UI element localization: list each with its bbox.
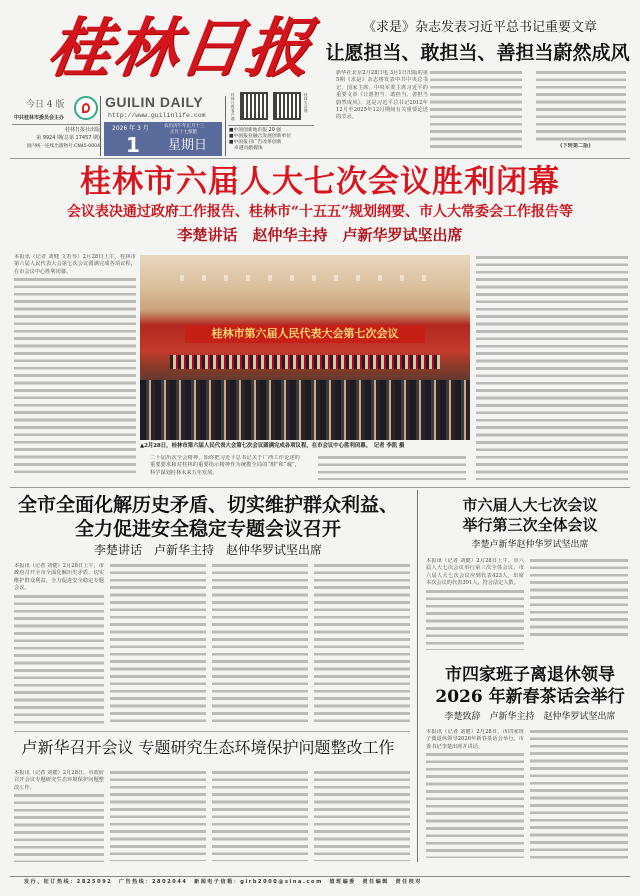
- lunar-date: 农历丙午年正月十三: [164, 124, 205, 129]
- story2-headline-line1[interactable]: 全市全面化解历史矛盾、切实维护群众利益、: [17, 494, 398, 516]
- story3-headline-line1[interactable]: 市六届人大七次会议: [462, 496, 598, 514]
- text-column: [476, 256, 628, 480]
- text-column: [212, 771, 308, 861]
- honor-item: ■中国报刊广告改革创新: [229, 140, 282, 145]
- story4-headline-line1[interactable]: 市四家班子离退休领导: [445, 665, 615, 685]
- jump-line: (下转第二版): [560, 143, 591, 149]
- top-story-headline[interactable]: 让愿担当、敢担当、善担当蔚然成风: [325, 42, 630, 64]
- honors-list: [229, 128, 291, 152]
- cn-number: 国内统一连续出版物号:CN45-0004: [26, 144, 100, 149]
- publisher: 桂林日报社出版: [64, 127, 100, 133]
- solar-term: 正月十七惊蛰: [170, 130, 197, 135]
- qr-label: 桂林日报客户端: [231, 93, 235, 121]
- text-column: [314, 564, 410, 724]
- qr-label: 桂林生活网: [304, 93, 308, 113]
- stage-banner: 桂林市第六届人民代表大会第七次会议: [185, 325, 425, 343]
- qr-code-icon[interactable]: [240, 92, 268, 120]
- story2-headline-line2[interactable]: 全力促进安全稳定专题会议召开: [74, 518, 341, 540]
- date-box: [104, 122, 222, 156]
- honor-item: ■中国创新地市报 20 强: [229, 128, 282, 133]
- text-column: [110, 771, 206, 861]
- main-byline: 李楚讲话 赵仲华主持 卢新华罗试坚出席: [177, 226, 463, 244]
- top-story-body: 新华社北京2月28日电 3月1日出版的第5期《求是》杂志将发表中共中央总书记、国家主席、中央军委主席习近平的重要文章《让愿担当、敢担当、善担当蔚然成风》。这是习近平总书记2012年12月至2025年12月期间有关重要论述的节录。: [336, 70, 428, 121]
- text-column: [314, 771, 410, 861]
- story4-headline-line2[interactable]: 2026 年新春茶话会举行: [435, 687, 625, 707]
- story2-byline: 李楚讲话 卢新华主持 赵仲华罗试坚出席: [93, 543, 322, 557]
- story4-body: 本报讯（记者 刘健）2月28日，市四家班子离退休领导2026年新春茶话会举行。市委书记李楚出席并讲话。: [426, 729, 524, 861]
- photo-caption: ▲2月28日，桂林市第六届人民代表大会第七次会议圆满完成各项议程，在市会议中心胜利闭幕。 记者 李凯 摄: [140, 443, 405, 449]
- under-photo-text: 二十届历次全会精神，始终把习近平总书记关于广西工作论述的重要要求和对桂林的重要指示精神作为统揽全局的“纲”和“魂”，科学谋划桂林未来五年发展。: [150, 455, 300, 476]
- text-column: [530, 730, 628, 860]
- edition-count: 今日 4 版: [26, 100, 65, 110]
- story5-body: 本报讯（记者 刘健）2月28日，市政府召开会议专题研究生态环境保护问题整改工作。: [14, 770, 104, 862]
- year-month: 2026 年 3 月: [112, 125, 149, 132]
- text-column: [318, 456, 466, 480]
- main-story-body: 本报讯（记者 刘健 文若琴）2月28日上午，桂林市第六届人民代表大会第七次会议圆满完成各项议程，在市会议中心胜利闭幕。: [14, 254, 136, 480]
- text-column: [530, 559, 628, 637]
- website-link[interactable]: http://www.guilinlife.com: [108, 112, 206, 119]
- main-subhead: 会议表决通过政府工作报告、桂林市“十五五”规划纲要、市人大常委会工作报告等: [66, 204, 574, 220]
- weekday: 星期日: [168, 138, 208, 153]
- text-column: [110, 564, 206, 724]
- issue-number: 第 9924 期(总第 17457 期): [36, 135, 100, 141]
- story3-body: 本报讯（记者 刘健）2月28日上午，市六届人大七次会议举行第三次全体会议。市六届人大七次会议应到代表423人，出席本次会议的代表391人，符合法定人数。: [426, 558, 524, 660]
- text-column: [430, 71, 522, 150]
- text-column: [536, 71, 626, 142]
- story3-byline: 李楚卢新华赵仲华罗试坚出席: [471, 540, 589, 550]
- newspaper-logo: 桂林日报: [42, 11, 318, 86]
- footer-info: 发行、征订热线：2825092 广告热线：2802044 新闻电子信箱：glrb2000@sina.com 值班编委 责任编辑 责任校对: [24, 879, 422, 885]
- main-headline[interactable]: 桂林市六届人大七次会议胜利闭幕: [80, 164, 560, 200]
- top-story-kicker: 《求是》杂志发表习近平总书记重要文章: [362, 20, 597, 35]
- day-number: 1: [126, 133, 140, 157]
- conference-photo: [140, 255, 470, 440]
- english-name: GUILIN DAILY: [105, 94, 204, 110]
- text-column: [212, 564, 308, 724]
- story4-byline: 李楚致辞 卢新华主持 赵仲华罗试坚出席: [444, 712, 616, 722]
- qr-code-icon[interactable]: [273, 92, 301, 120]
- sponsor: 中共桂林市委员会主办: [14, 115, 65, 121]
- honor-item: 卓越贡献媒体: [234, 146, 263, 151]
- honor-item: ■中国报业融合发展创新单位: [229, 134, 292, 139]
- emblem-icon: [74, 96, 98, 120]
- story2-body: 本报讯（记者 刘健）2月28日上午，市政府召开全市全面化解历史矛盾、切实维护群众利益、全力促进安全稳定专题会议。: [14, 563, 104, 725]
- story3-headline-line2[interactable]: 举行第三次全体会议: [462, 516, 598, 534]
- story5-headline[interactable]: 卢新华召开会议 专题研究生态环境保护问题整改工作: [21, 738, 395, 757]
